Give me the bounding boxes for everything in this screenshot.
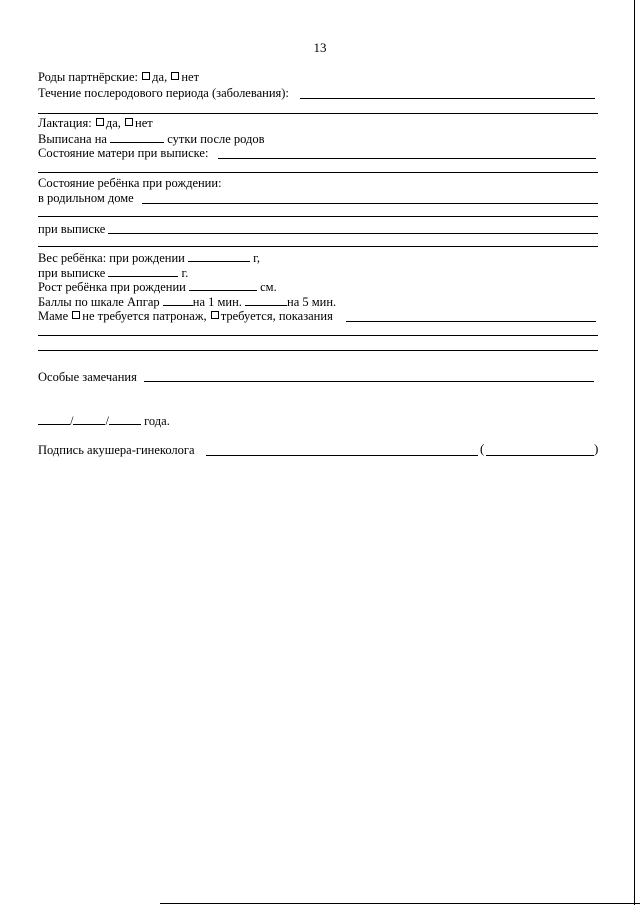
apgar-label: Баллы по шкале Апгар bbox=[38, 295, 160, 309]
patronage-required-label: требуется, показания bbox=[220, 309, 333, 323]
at-discharge-field[interactable] bbox=[108, 233, 598, 234]
patronage-prefix: Маме bbox=[38, 309, 69, 323]
apgar-row bbox=[38, 294, 336, 310]
child-weight-label: Вес ребёнка: при рождении bbox=[38, 251, 185, 265]
page-border-bottom bbox=[160, 903, 640, 904]
apgar-1min-label: на 1 мин. bbox=[192, 295, 242, 309]
patronage-not-required-label: не требуется патронаж, bbox=[82, 309, 207, 323]
partner-birth-yes-label: да, bbox=[152, 70, 168, 84]
partner-birth-no-checkbox[interactable] bbox=[171, 72, 179, 80]
in-maternity-line-2[interactable] bbox=[38, 216, 598, 217]
child-height-unit: см. bbox=[260, 280, 277, 294]
special-notes-row bbox=[38, 370, 137, 385]
special-notes-label: Особые замечания bbox=[38, 370, 137, 384]
signature-field[interactable] bbox=[206, 455, 478, 456]
partner-birth-label: Роды партнёрские: bbox=[38, 70, 139, 84]
date-suffix: года. bbox=[144, 414, 170, 428]
postpartum-course-line-2[interactable] bbox=[38, 113, 598, 114]
child-state-row bbox=[38, 176, 222, 191]
child-weight-discharge-field[interactable] bbox=[108, 265, 178, 277]
mother-state-line-2[interactable] bbox=[38, 172, 598, 173]
postpartum-course-row bbox=[38, 86, 289, 101]
discharged-suffix: сутки после родов bbox=[167, 132, 265, 146]
lactation-row bbox=[38, 116, 153, 131]
signature-label: Подпись акушера-гинеколога bbox=[38, 443, 195, 457]
partner-birth-row bbox=[38, 70, 199, 85]
page-border-right bbox=[634, 0, 635, 905]
discharged-prefix: Выписана на bbox=[38, 132, 107, 146]
child-weight-row bbox=[38, 250, 260, 266]
apgar-5min-field[interactable] bbox=[245, 294, 287, 306]
child-weight-discharge-label: при выписке bbox=[38, 266, 106, 280]
special-notes-field[interactable] bbox=[144, 381, 594, 382]
patronage-row bbox=[38, 309, 333, 324]
child-height-field[interactable] bbox=[189, 279, 257, 291]
patronage-indications-field[interactable] bbox=[346, 321, 596, 322]
lactation-yes-checkbox[interactable] bbox=[96, 118, 104, 126]
signature-row bbox=[38, 443, 195, 458]
in-maternity-row bbox=[38, 191, 134, 206]
patronage-line-2[interactable] bbox=[38, 335, 598, 336]
signature-close-paren: ) bbox=[594, 441, 599, 456]
apgar-5min-label: на 5 мин. bbox=[287, 295, 337, 309]
child-weight-birth-field[interactable] bbox=[188, 250, 250, 262]
at-discharge-label: при выписке bbox=[38, 222, 106, 236]
postpartum-course-field[interactable] bbox=[300, 98, 595, 99]
at-discharge-row bbox=[38, 222, 105, 237]
child-height-label: Рост ребёнка при рождении bbox=[38, 280, 186, 294]
discharged-days-field[interactable] bbox=[110, 131, 164, 143]
mother-state-row bbox=[38, 146, 208, 161]
date-sep-2: / bbox=[105, 414, 109, 428]
date-row bbox=[38, 413, 170, 429]
date-month-field[interactable] bbox=[73, 413, 105, 425]
patronage-required-checkbox[interactable] bbox=[211, 311, 219, 319]
lactation-no-checkbox[interactable] bbox=[125, 118, 133, 126]
postpartum-course-label: Течение послеродового периода (заболевания): bbox=[38, 86, 289, 100]
lactation-no-label: нет bbox=[135, 116, 153, 130]
at-discharge-line-2[interactable] bbox=[38, 246, 598, 247]
partner-birth-yes-checkbox[interactable] bbox=[142, 72, 150, 80]
discharged-row bbox=[38, 131, 265, 147]
date-day-field[interactable] bbox=[38, 413, 70, 425]
signature-open-paren: ( bbox=[480, 441, 485, 456]
mother-state-label: Состояние матери при выписке: bbox=[38, 146, 209, 160]
date-year-field[interactable] bbox=[109, 413, 141, 425]
child-height-row bbox=[38, 279, 277, 295]
partner-birth-no-label: нет bbox=[181, 70, 200, 84]
patronage-line-3[interactable] bbox=[38, 350, 598, 351]
page-number: 13 bbox=[313, 40, 327, 55]
date-sep-1: / bbox=[70, 414, 74, 428]
child-weight-birth-unit: г, bbox=[253, 251, 260, 265]
in-maternity-label: в родильном доме bbox=[38, 191, 134, 205]
lactation-yes-label: да, bbox=[105, 116, 121, 130]
mother-state-field[interactable] bbox=[218, 158, 596, 159]
in-maternity-field[interactable] bbox=[142, 203, 598, 204]
patronage-not-required-checkbox[interactable] bbox=[72, 311, 80, 319]
apgar-1min-field[interactable] bbox=[163, 294, 193, 306]
child-state-label: Состояние ребёнка при рождении: bbox=[38, 176, 222, 190]
child-weight-discharge-unit: г. bbox=[181, 266, 189, 280]
lactation-label: Лактация: bbox=[38, 116, 92, 130]
signature-name-field[interactable] bbox=[486, 455, 594, 456]
